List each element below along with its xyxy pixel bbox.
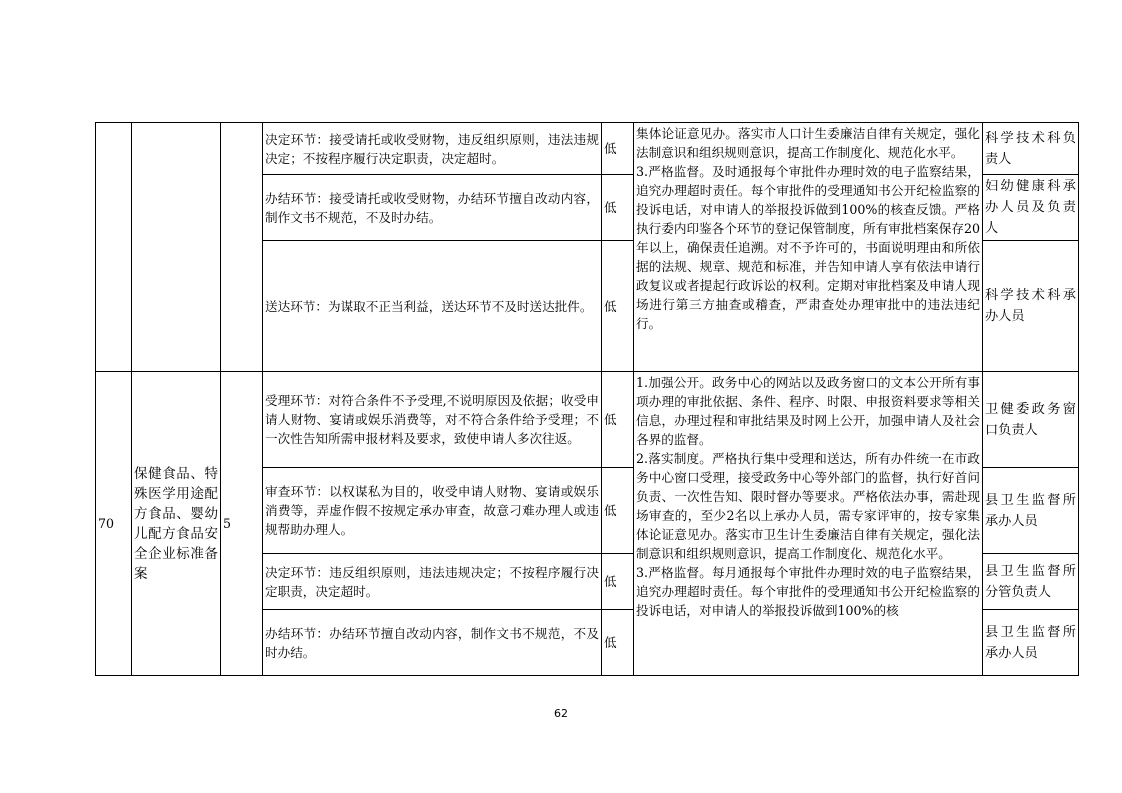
responsible-person-cell: 科学技术科承办人员 <box>983 241 1079 372</box>
item-name-cell: 保健食品、特殊医学用途配方食品、婴幼儿配方食品安全企业标准备案 <box>132 372 221 676</box>
risk-level-cell: 低 <box>602 372 634 468</box>
risk-level-cell: 低 <box>602 175 634 241</box>
risk-level-cell: 低 <box>602 554 634 610</box>
table-row <box>96 123 1079 175</box>
prevention-measures-cell <box>634 372 983 676</box>
item-number-cell: 70 <box>96 372 132 676</box>
responsible-person-cell: 县卫生监督所承办人员 <box>983 468 1079 554</box>
item-name-cell <box>132 123 221 372</box>
step-description-cell: 决定环节：违反组织原则，违法违规决定；不按程序履行决定职责，决定超时。 <box>263 554 602 610</box>
prevention-measures-cell <box>634 123 983 372</box>
page-number: 62 <box>554 707 568 720</box>
responsible-person-cell: 妇幼健康科承办人员及负责人 <box>983 175 1079 241</box>
measure-paragraph: 2.落实制度。严格执行集中受理和送达，所有办件统一在市政务中心窗口受理，接受政务中心等外部门的监督，执行好首问负责、一次性告知、限时督办等要求。严格依法办事，需赴现场审查的，至少2名以上承办人员，需专家评审的，按专家集体论证意见办。落实市卫生计生委廉洁自律有关规定，强化法制意识和组织规则意识，提高工作制度化、规范化水平。 <box>636 451 980 561</box>
step-description-cell: 决定环节：接受请托或收受财物，违反组织原则，违法违规决定；不按程序履行决定职责，决定超时。 <box>263 123 602 175</box>
measure-paragraph: 3.严格监督。及时通报每个审批件办理时效的电子监察结果，追究办理超时责任。每个审批件的受理通知书公开纪检监察的投诉电话，对申请人的举报投诉做到100%的核查反馈。严格执行委内印鉴各个环节的登记保管制度，所有审批档案保存20年以上，确保责任追溯。对不予许可的，书面说明理由和所依据的法规、规章、规范和标准，并告知申请人享有依法申请行政复议或者提起行政诉讼的权利。定期对审批档案及申请人现场进行第三方抽查或稽查，严肃查处办理审批中的违法违纪行。 <box>636 164 980 331</box>
step-description-cell: 受理环节：对符合条件不予受理,不说明原因及依据；收受申请人财物、宴请或娱乐消费等，对不符合条件给予受理；不一次性告知所需申报材料及要求，致使申请人多次往返。 <box>263 372 602 468</box>
step-description-cell: 送达环节：为谋取不正当利益，送达环节不及时送达批件。 <box>263 241 602 372</box>
responsible-person-cell: 县卫生监督所分管负责人 <box>983 554 1079 610</box>
risk-control-table <box>95 122 1079 676</box>
step-count-cell: 5 <box>221 372 263 676</box>
risk-level-cell: 低 <box>602 610 634 676</box>
measure-paragraph: 1.加强公开。政务中心的网站以及政务窗口的文本公开所有事项办理的审批依据、条件、程序、时限、申报资料要求等相关信息，办理过程和审批结果及时网上公开，加强申请人及社会各界的监督。 <box>636 375 980 447</box>
risk-level-cell: 低 <box>602 468 634 554</box>
step-description-cell: 办结环节：接受请托或收受财物，办结环节擅自改动内容，制作文书不规范，不及时办结。 <box>263 175 602 241</box>
measure-paragraph: 集体论证意见办。落实市人口计生委廉洁自律有关规定，强化法制意识和组织规则意识，提高工作制度化、规范化水平。 <box>636 126 980 160</box>
risk-level-cell: 低 <box>602 241 634 372</box>
responsible-person-cell: 卫健委政务窗口负责人 <box>983 372 1079 468</box>
step-count-cell <box>221 123 263 372</box>
table-row <box>96 372 1079 468</box>
step-description-cell: 办结环节：办结环节擅自改动内容，制作文书不规范，不及时办结。 <box>263 610 602 676</box>
measure-paragraph: 3.严格监督。每月通报每个审批件办理时效的电子监察结果，追究办理超时责任。每个审批件的受理通知书公开纪检监察的投诉电话，对申请人的举报投诉做到100%的核 <box>636 565 980 618</box>
responsible-person-cell: 科学技术科负责人 <box>983 123 1079 175</box>
risk-level-cell: 低 <box>602 123 634 175</box>
step-description-cell: 审查环节：以权谋私为目的，收受申请人财物、宴请或娱乐消费等，弄虚作假不按规定承办审查，故意刁难办理人或违规帮助办理人。 <box>263 468 602 554</box>
responsible-person-cell: 县卫生监督所承办人员 <box>983 610 1079 676</box>
item-number-cell <box>96 123 132 372</box>
